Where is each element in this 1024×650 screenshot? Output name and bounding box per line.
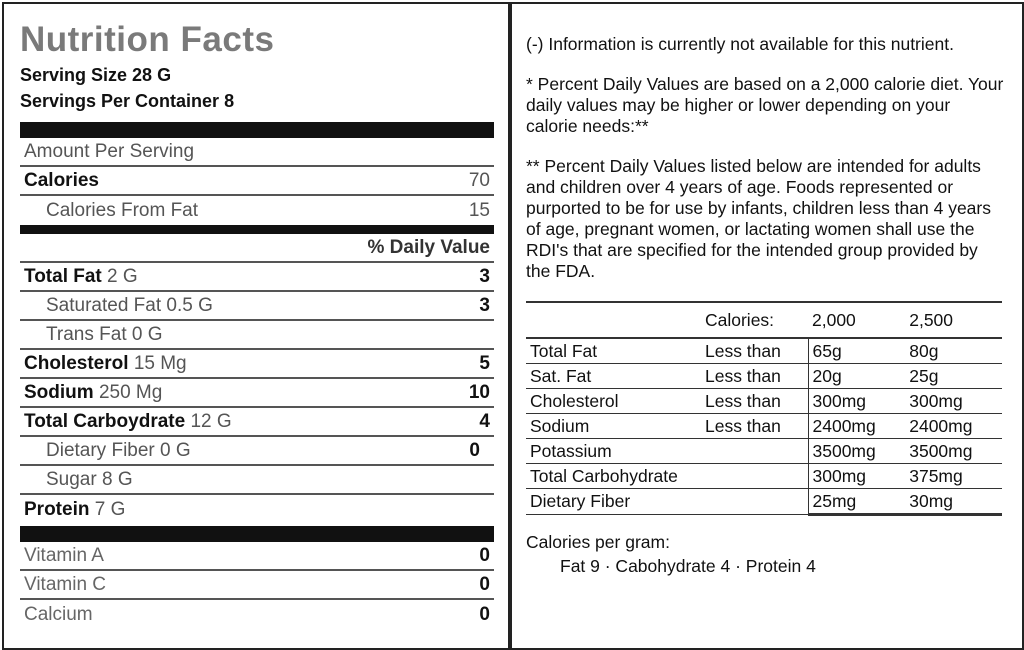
dv-nutrient: Cholesterol: [526, 389, 701, 414]
dv-row-sodium: [526, 414, 1002, 439]
panel-divider: [508, 2, 512, 650]
dv-nutrient: Total Fat: [526, 338, 701, 364]
dv-value-2000: 20g: [808, 364, 905, 389]
dv-nutrient: Total Carbohydrate: [526, 464, 701, 489]
calories-value: 70: [468, 169, 490, 191]
calories-per-gram-detail: Fat 9 · Cabohydrate 4 · Protein 4: [560, 556, 816, 576]
dv-nutrient: Potassium: [526, 439, 701, 464]
dv-value-2500: 3500mg: [905, 439, 1002, 464]
dv-row-total-fat: [526, 338, 1002, 364]
dv-qualifier: [701, 439, 808, 464]
nutrient-name: Sodium: [24, 381, 94, 403]
calories-per-gram-label: Calories per gram:: [526, 532, 670, 552]
nutrient-name: Total Fat: [24, 265, 102, 287]
daily-value-header-row: [20, 234, 494, 263]
dv-qualifier: Less than: [701, 364, 808, 389]
medium-rule: [20, 225, 494, 234]
vitamin-pct: 0: [479, 603, 490, 625]
calories-row: [20, 167, 494, 196]
serving-size: Serving Size 28 G: [20, 65, 172, 85]
dv-qualifier: [701, 489, 808, 515]
nutrient-name: Saturated Fat 0.5 G: [46, 294, 213, 316]
calories-from-fat-row: [20, 196, 494, 225]
nutrition-facts-panel: [20, 8, 494, 629]
dv-qualifier: Less than: [701, 414, 808, 439]
dv-qualifier: Less than: [701, 389, 808, 414]
nutrient-pct: 0: [469, 439, 480, 461]
calories-from-fat-value: 15: [468, 199, 490, 221]
dv-value-2500: 30mg: [905, 489, 1002, 515]
nutrient-name: Sugar 8 G: [46, 468, 133, 490]
servings-per-container: Servings Per Container 8: [20, 91, 235, 111]
amount-per-serving-row: [20, 138, 494, 167]
vitamin-name: Vitamin C: [24, 573, 107, 595]
vitamin-row-c: [20, 571, 494, 600]
nutrient-name: Cholesterol: [24, 352, 129, 374]
dv-value-2000: 25mg: [808, 489, 905, 515]
nutrient-amount: 7 G: [94, 498, 126, 520]
dv-nutrient: Sodium: [526, 414, 701, 439]
nutrient-row-sodium: [20, 379, 494, 408]
nutrient-amount: 15 Mg: [133, 352, 187, 374]
dv-calories-label: Calories:: [701, 302, 808, 338]
nutrient-pct: 5: [479, 352, 490, 374]
nutrient-row-dietary-fiber: [20, 437, 494, 466]
calories-from-fat-label: Calories From Fat: [46, 199, 199, 221]
daily-value-table: [526, 301, 1002, 516]
nutrient-name: Protein: [24, 498, 90, 520]
notes-panel: [526, 34, 1006, 578]
nutrient-name: Trans Fat 0 G: [46, 323, 163, 345]
dv-value-2500: 80g: [905, 338, 1002, 364]
dv-table-header: [526, 302, 1002, 338]
dv-nutrient: Sat. Fat: [526, 364, 701, 389]
dv-value-2500: 300mg: [905, 389, 1002, 414]
calories-label: Calories: [24, 169, 99, 191]
vitamin-pct: 0: [479, 573, 490, 595]
dv-value-2000: 2400mg: [808, 414, 905, 439]
dv-row-cholesterol: [526, 389, 1002, 414]
amount-per-serving: Amount Per Serving: [24, 140, 195, 162]
nutrient-row-cholesterol: [20, 350, 494, 379]
nutrition-facts-title: Nutrition Facts: [20, 20, 275, 59]
unavailable-note: (-) Information is currently not available for this nutrient.: [526, 34, 954, 54]
nutrient-amount: 250 Mg: [98, 381, 163, 403]
nutrient-row-saturated-fat: [20, 292, 494, 321]
dv-nutrient: Dietary Fiber: [526, 489, 701, 515]
dv-qualifier: Less than: [701, 338, 808, 364]
vitamin-row-calcium: [20, 600, 494, 629]
dv-value-2000: 3500mg: [808, 439, 905, 464]
nutrient-row-total-carbohydrate: [20, 408, 494, 437]
dv-value-2500: 375mg: [905, 464, 1002, 489]
dv-value-2000: 300mg: [808, 389, 905, 414]
thick-rule: [20, 122, 494, 138]
vitamin-name: Calcium: [24, 603, 93, 625]
nutrient-row-protein: [20, 495, 494, 524]
percent-dv-note-2: ** Percent Daily Values listed below are intended for adults and children over 4 years of age. Foods represented or purported to be for use by infants, children less than 4 years of age, pregnant women, or lactating women shall use the RDI's that are specified for the intended group provided by the FDA.: [526, 156, 991, 281]
dv-row-dietary-fiber: [526, 489, 1002, 515]
calories-per-gram: [526, 530, 1006, 578]
dv-value-2500: 2400mg: [905, 414, 1002, 439]
nutrient-name: Total Carboydrate: [24, 410, 186, 432]
vitamin-pct: 0: [479, 544, 490, 566]
thick-rule: [20, 526, 494, 542]
nutrient-row-sugar: [20, 466, 494, 495]
nutrient-pct: 3: [479, 294, 490, 316]
daily-value-header: % Daily Value: [367, 236, 490, 258]
vitamin-name: Vitamin A: [24, 544, 104, 566]
dv-value-2500: 25g: [905, 364, 1002, 389]
dv-qualifier: [701, 464, 808, 489]
percent-dv-note: * Percent Daily Values are based on a 2,000 calorie diet. Your daily values may be higher or lower depending on your calorie needs:**: [526, 74, 1004, 136]
nutrient-amount: 2 G: [107, 265, 138, 287]
dv-value-2000: 65g: [808, 338, 905, 364]
nutrient-amount: 12 G: [190, 410, 232, 432]
nutrient-pct: 3: [479, 265, 490, 287]
dv-row-total-carbohydrate: [526, 464, 1002, 489]
nutrient-pct: 10: [468, 381, 490, 403]
dv-value-2000: 300mg: [808, 464, 905, 489]
vitamin-row-a: [20, 542, 494, 571]
dv-col-2000: 2,000: [808, 302, 905, 338]
nutrient-row-trans-fat: [20, 321, 494, 350]
dv-row-sat-fat: [526, 364, 1002, 389]
dv-row-potassium: [526, 439, 1002, 464]
nutrient-pct: 4: [479, 410, 490, 432]
dv-col-2500: 2,500: [905, 302, 1002, 338]
nutrient-name: Dietary Fiber 0 G: [46, 439, 191, 461]
nutrient-row-total-fat: [20, 263, 494, 292]
